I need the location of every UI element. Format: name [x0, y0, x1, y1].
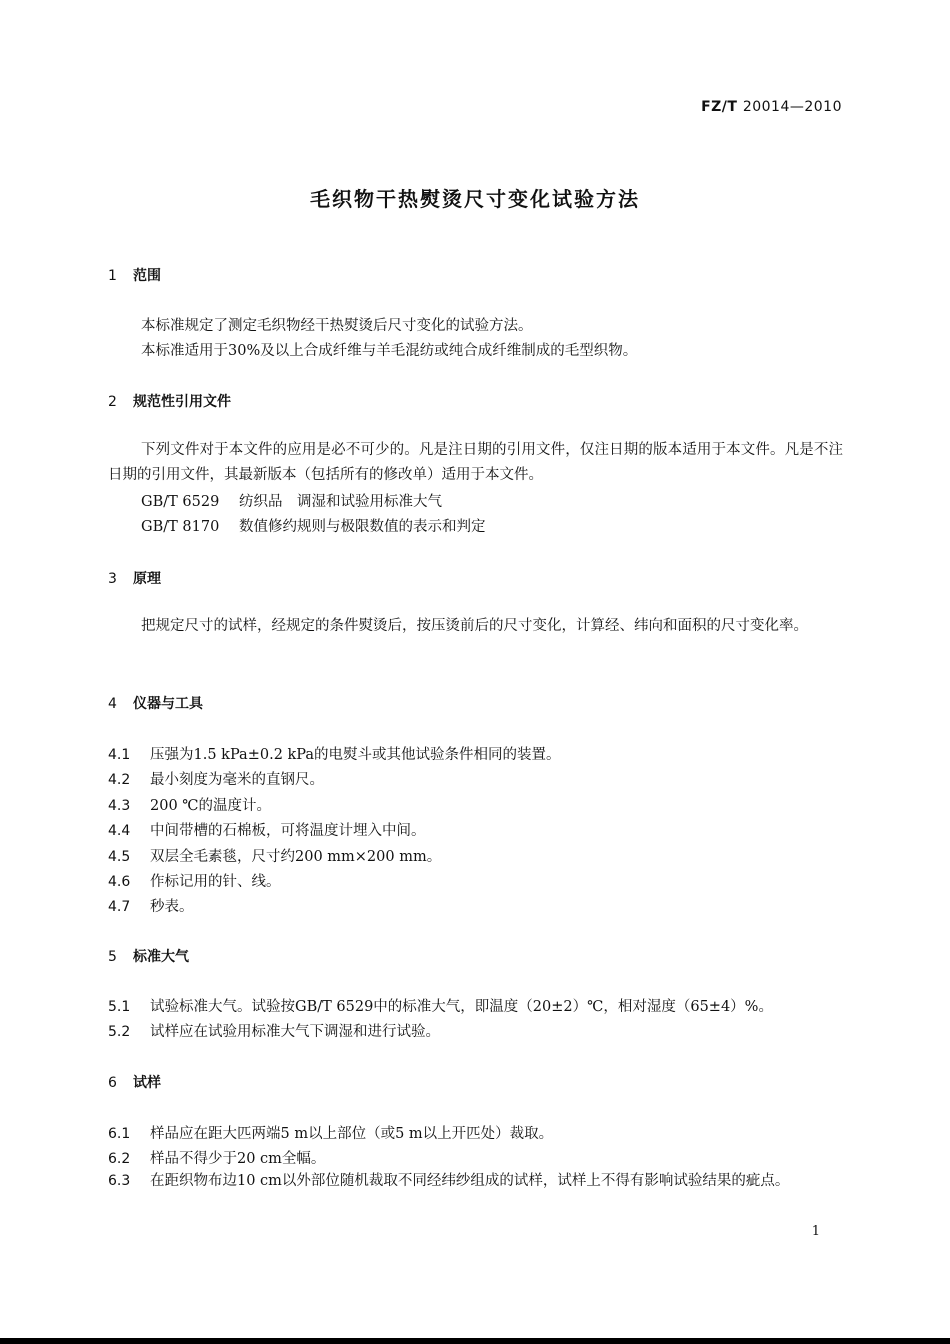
section-heading-2 [108, 391, 231, 411]
list-item [108, 1020, 440, 1041]
item-text: 试验标准大气。试验按GB/T 6529中的标准大气，即温度（20±2）℃，相对湿度（65±4）%。 [150, 999, 773, 1015]
document-title: 毛织物干热熨烫尺寸变化试验方法 [310, 187, 640, 211]
item-number: 5.2 [108, 1024, 131, 1040]
section-title: 标准大气 [133, 949, 189, 965]
section-number: 6 [108, 1075, 117, 1091]
standard-prefix: FZ/T [701, 99, 738, 115]
bottom-border [0, 1338, 950, 1344]
paragraph: 本标准适用于30%及以上合成纤维与羊毛混纺或纯合成纤维制成的毛型织物。 [141, 343, 638, 359]
item-text: 样品应在距大匹两端5 m以上部位（或5 m以上开匹处）裁取。 [150, 1126, 554, 1142]
section-heading-3 [108, 568, 161, 588]
section-number: 2 [108, 394, 117, 410]
list-item [108, 995, 773, 1016]
list-item [108, 1147, 325, 1168]
list-item [108, 1122, 553, 1143]
list-item [108, 768, 324, 789]
item-number: 4.1 [108, 747, 131, 763]
list-item [108, 845, 441, 866]
item-number: 6.3 [108, 1173, 131, 1189]
list-item [108, 1168, 843, 1194]
list-item [108, 895, 194, 916]
list-item [108, 819, 426, 840]
section-title: 仪器与工具 [133, 696, 203, 712]
reference-name: 数值修约规则与极限数值的表示和判定 [239, 519, 486, 535]
list-item [108, 870, 281, 891]
item-text: 压强为1.5 kPa±0.2 kPa的电熨斗或其他试验条件相同的装置。 [150, 747, 561, 763]
reference-item [141, 515, 486, 536]
list-item [108, 794, 271, 815]
section-number: 5 [108, 949, 117, 965]
item-text: 在距织物布边10 cm以外部位随机裁取不同经纬纱组成的试样，试样上不得有影响试验结果的疵点。 [150, 1173, 790, 1189]
list-item [108, 743, 561, 764]
item-text: 样品不得少于20 cm全幅。 [150, 1151, 326, 1167]
page-number: 1 [811, 1224, 820, 1239]
item-number: 6.2 [108, 1151, 131, 1167]
paragraph: 本标准规定了测定毛织物经干热熨烫后尺寸变化的试验方法。 [141, 318, 533, 334]
item-number: 4.4 [108, 823, 131, 839]
section-title: 原理 [133, 571, 161, 587]
standard-code: 20014—2010 [742, 99, 842, 115]
section-title: 范围 [133, 268, 161, 284]
item-number: 4.7 [108, 899, 131, 915]
item-text: 最小刻度为毫米的直钢尺。 [150, 772, 324, 788]
reference-item [141, 490, 442, 511]
item-text: 200 ℃的温度计。 [150, 798, 272, 814]
item-number: 4.5 [108, 849, 131, 865]
section-number: 4 [108, 696, 117, 712]
item-number: 6.1 [108, 1126, 131, 1142]
section-title: 规范性引用文件 [133, 394, 231, 410]
reference-code: GB/T 6529 [141, 494, 220, 510]
section-number: 3 [108, 571, 117, 587]
section-heading-1 [108, 265, 161, 285]
section-number: 1 [108, 268, 117, 284]
reference-code: GB/T 8170 [141, 519, 220, 535]
paragraph: 下列文件对于本文件的应用是必不可少的。凡是注日期的引用文件，仅注日期的版本适用于本文件。凡是不注日期的引用文件，其最新版本（包括所有的修改单）适用于本文件。 [108, 442, 843, 483]
item-text: 中间带槽的石棉板，可将温度计埋入中间。 [150, 823, 426, 839]
item-number: 5.1 [108, 999, 131, 1015]
item-number: 4.6 [108, 874, 131, 890]
reference-name: 纺织品 调湿和试验用标准大气 [239, 494, 442, 510]
item-text: 双层全毛素毯，尺寸约200 mm×200 mm。 [150, 849, 442, 865]
item-number: 4.2 [108, 772, 131, 788]
standard-number [701, 99, 842, 115]
section-heading-5 [108, 946, 189, 966]
item-text: 试样应在试验用标准大气下调湿和进行试验。 [150, 1024, 440, 1040]
item-text: 作标记用的针、线。 [150, 874, 281, 890]
section-heading-4 [108, 693, 203, 713]
paragraph: 把规定尺寸的试样，经规定的条件熨烫后，按压烫前后的尺寸变化，计算经、纬向和面积的尺寸变化率。 [141, 618, 808, 634]
section-title: 试样 [133, 1075, 161, 1091]
section-heading-6 [108, 1072, 161, 1092]
item-text: 秒表。 [150, 899, 194, 915]
item-number: 4.3 [108, 798, 131, 814]
